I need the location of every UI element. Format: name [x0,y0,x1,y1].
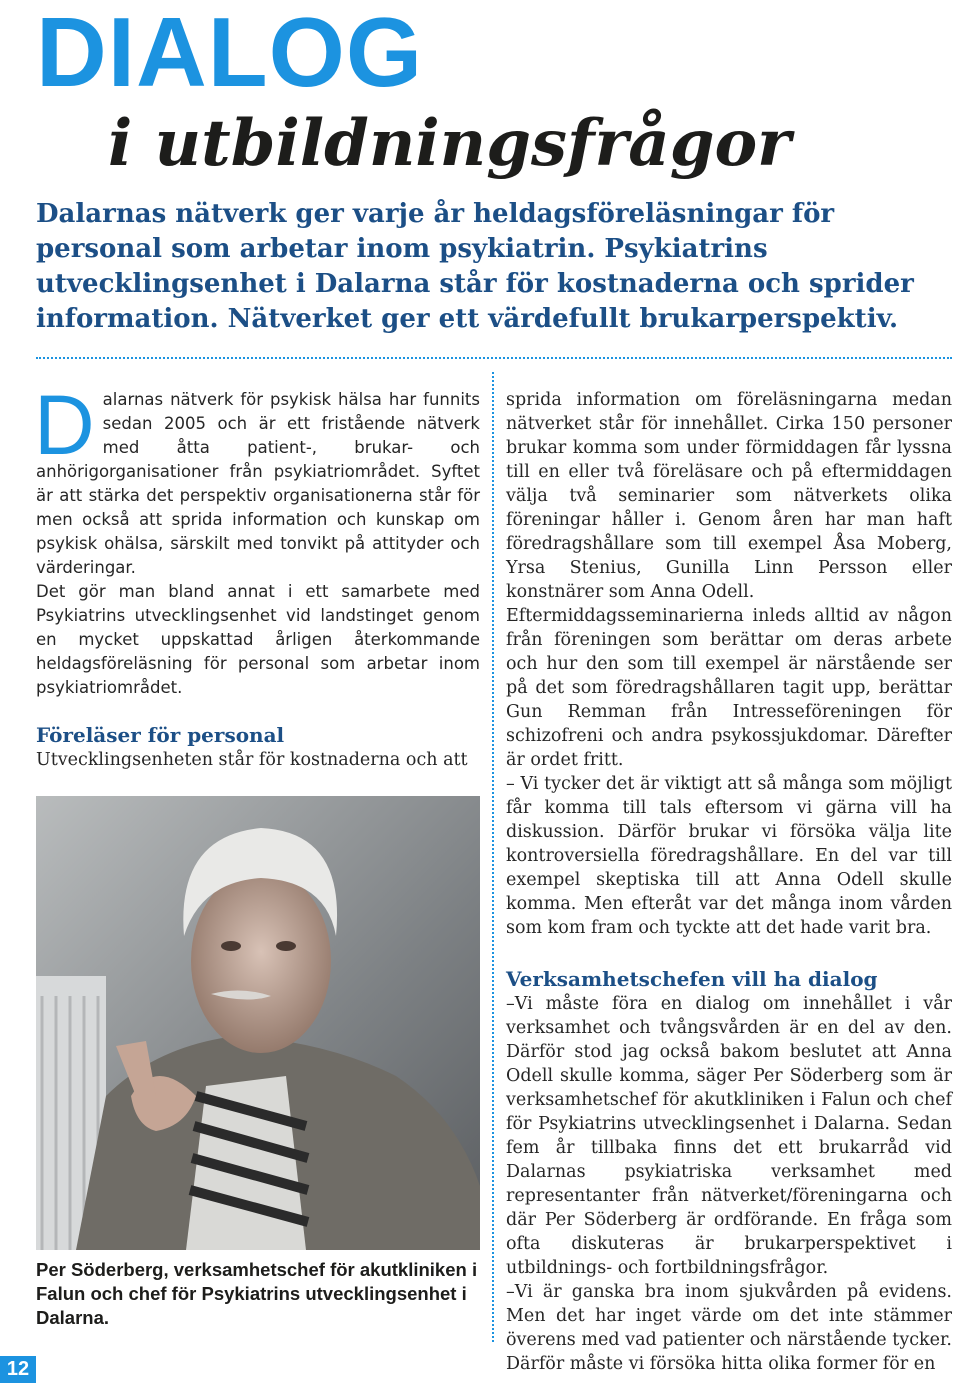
portrait-illustration [36,796,480,1250]
left-column [34,378,480,772]
quote-paragraph: –Vi måste föra en dialog om innehållet i vår verksamhet och tvångsvården är en del av den. Därför stod jag också bakom beslutet att Anna Odell skulle komma, säger Per Söderberg som är verksamhetschef för akutkliniken i Falun och chef för Psykiatrins utvecklingsenhet i Dalarna. Sedan fem år tillbaka finns det ett brukarråd vid Dalarnas psykiatriska verksamhet med representanter från nätverket/föreningarna och där Per Söderberg är ordförande. En fråga som ofta diskuteras är brukarperspektivet i utbildnings- och fortbildningsfrågor. [506,994,952,1278]
body-paragraph: sprida information om föreläsningarna medan nätverket står för innehållet. Cirka 150 personer brukar komma som under förmiddagen får lyssna till en eller två föreläsare och på eftermiddagen välja två seminarier som nätverkets olika föreningar håller i. Genom åren har man haft föredragshållare som till exempel Åsa Moberg, Yrsa Stenius, Gunilla Linn Persson eller konstnärer som Anna Odell. [506,390,952,602]
portrait-photo [36,796,480,1250]
article-subtitle: i utbildningsfrågor [108,106,791,181]
body-paragraph: Eftermiddagsseminarierna inleds alltid av någon från föreningen som berättar om deras arbete och hur den som till exempel är närstående ser på det som föredragshållaren tagit upp, berättar Gun Remman från Intresseföreningen för schizofreni och andra psykossjukdomar. Därefter är ordet fritt. [506,606,952,770]
article-lead: Dalarnas nätverk ger varje år heldagsföreläsningar för personal som arbetar inom psykiatrin. Psykiatrins utvecklingsenhet i Dalarna står för kostnaderna och sprider information. Nätverket ger ett värdefullt brukarperspektiv. [36,199,914,334]
intro-paragraph [34,378,480,580]
section-heading-personal: Föreläser för personal [36,723,285,747]
photo-caption: Per Söderberg, verksamhetschef för akutkliniken i Falun och chef för Psykiatrins utvecklingsenhet i Dalarna. [36,1259,478,1328]
right-column [506,388,952,1376]
quote-paragraph: –Vi är ganska bra inom sjukvården på evidens. Men det har inget värde om det inte stämmer överens med vad patienter och närstående tycker. Därför måste vi försöka hitta olika former för en [506,1282,952,1374]
magazine-title: DIALOG [36,0,424,107]
body-paragraph: Det gör man bland annat i ett samarbete med Psykiatrins utvecklingsenhet vid landstinget genom en mycket uppskattad årligen återkommande heldagsföreläsning för personal som arbetar inom psykiatriområdet. [36,582,480,697]
section-divider [36,357,952,359]
intro-text: alarnas nätverk för psykisk hälsa har funnits sedan 2005 och är ett fristående nätverk med åtta patient-, brukar- och anhörigorganisationer från psykiatriområdet. Syftet är att stärka det perspektiv organisationerna står för men också att sprida information och kunskap om psykisk ohälsa, särskilt med tonvikt på attityder och värderingar. [36,390,480,577]
body-paragraph: Utvecklingsenheten står för kostnaderna och att [36,750,468,770]
column-divider [492,372,494,1342]
section-heading-dialog: Verksamhetschefen vill ha dialog [506,967,878,991]
drop-cap: D [34,378,95,472]
quote-paragraph: – Vi tycker det är viktigt att så många som möjligt får komma till tals eftersom vi gärna vill ha diskussion. Därför brukar vi försöka välja lite kontroversiella föredragshållare. En del var till exempel skeptiska till att Anna Odell skulle komma. Men efteråt var det många inom vården som kom fram och tyckte att det hade varit bra. [506,774,952,938]
page-number: 12 [0,1356,36,1383]
